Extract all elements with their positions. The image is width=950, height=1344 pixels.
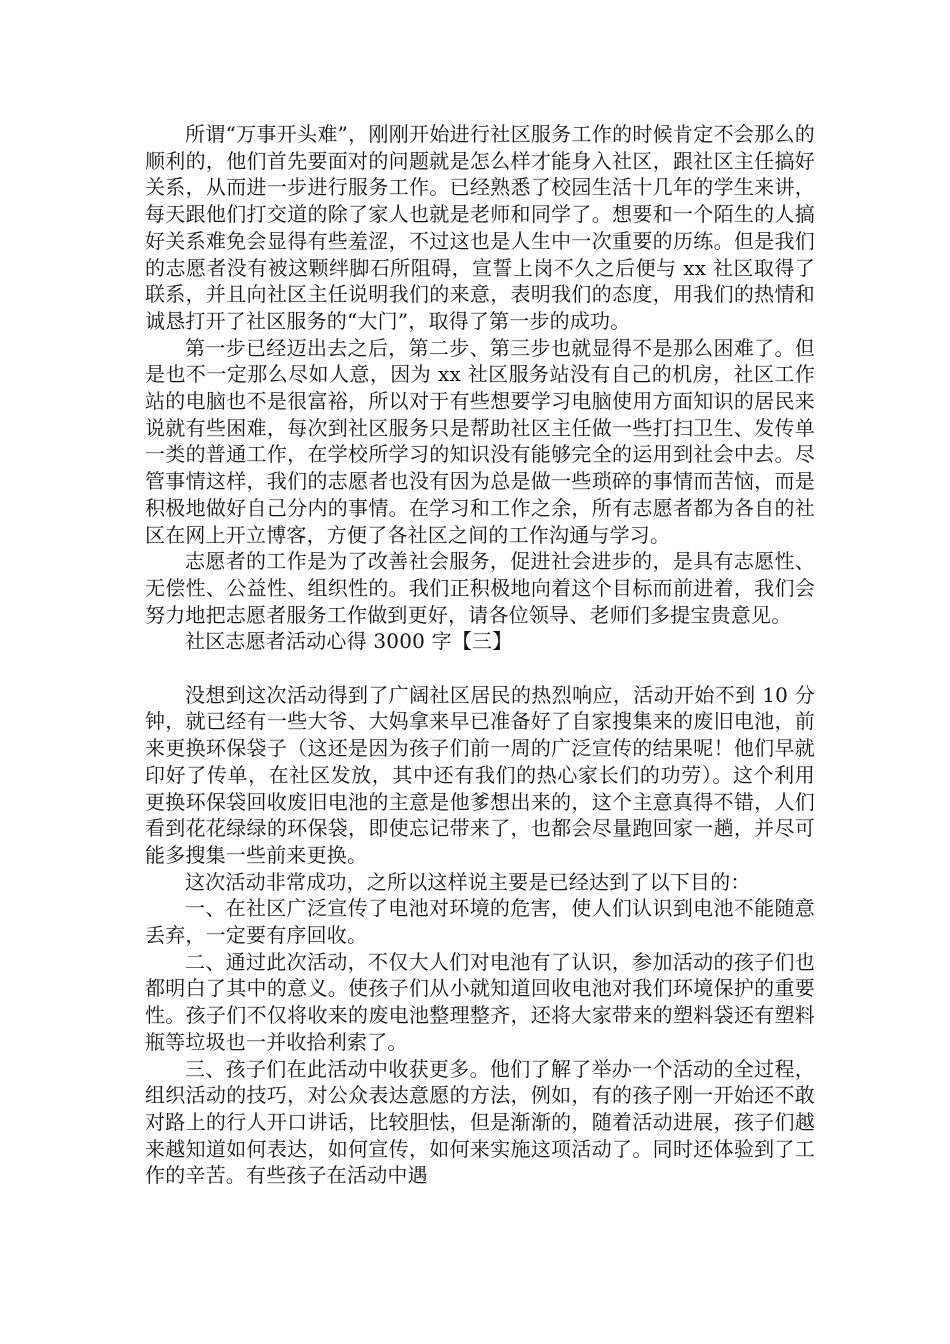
paragraph-second-step: 第一步已经迈出去之后，第二步、第三步也就显得不是那么困难了。但是也不一定那么尽如人意，因为 xx 社区服务站没有自己的机房，社区工作站的电脑也不是很富裕，所以对于有些想要学习电脑使用方面知识的居民来说就有些困难，每次到社区服务只是帮助社区主任做一些打扫卫生、发传单一类的普通工作，在学校所学习的知识没有能够完全的运用到社会中去。尽管事情这样，我们的志愿者也没有因为总是做一些琐碎的事情而苦恼，而是积极地做好自己分内的事情。在学习和工作之余，所有志愿者都为各自的社区在网上开立博客，方便了各社区之间的工作沟通与学习。 [145, 335, 815, 547]
paragraph-volunteer-goal: 志愿者的工作是为了改善社会服务，促进社会进步的，是具有志愿性、无偿性、公益性、组织性的。我们正积极地向着这个目标而前进着，我们会努力地把志愿者服务工作做到更好，请各位领导、老师们多提宝贵意见。 [145, 549, 815, 627]
paragraph-activity-response: 没想到这次活动得到了广阔社区居民的热烈响应，活动开始不到 10 分钟，就已经有一些大爷、大妈拿来早已准备好了自家搜集来的废旧电池，前来更换环保袋子（这还是因为孩子们前一周的广泛宣传的结果呢！他们早就印好了传单，在社区发放，其中还有我们的热心家长们的功劳）。这个利用更换环保袋回收废旧电池的主意是他爹想出来的，这个主意真得不错，人们看到花花绿绿的环保袋，即使忘记带来了，也都会尽量跑回家一趟，并尽可能多搜集一些前来更换。 [145, 682, 815, 867]
section-subtitle: 社区志愿者活动心得 3000 字【三】 [185, 629, 513, 654]
paragraph-start-difficulty: 所谓“万事开头难”，刚刚开始进行社区服务工作的时候肯定不会那么的顺利的，他们首先要面对的问题就是怎么样才能身入社区，跟社区主任搞好关系，从而进一步进行服务工作。已经熟悉了校园生活十几年的学生来讲，每天跟他们打交道的除了家人也就是老师和同学了。想要和一个陌生的人搞好关系难免会显得有些羞涩，不过这也是人生中一次重要的历练。但是我们的志愿者没有被这颗绊脚石所阻碍，宣誓上岗不久之后便与 xx 社区取得了联系，并且向社区主任说明我们的来意，表明我们的态度，用我们的热情和诚恳打开了社区服务的“大门”，取得了第一步的成功。 [145, 122, 815, 333]
paragraph-point-one: 一、在社区广泛宣传了电池对环境的危害，使人们认识到电池不能随意丢弃，一定要有序回收。 [145, 896, 815, 948]
paragraph-point-two: 二、通过此次活动，不仅大人们对电池有了认识，参加活动的孩子们也都明白了其中的意义。使孩子们从小就知道回收电池对我们环境保护的重要性。孩子们不仅将收来的废电池整理整齐，还将大家带来的塑料袋还有塑料瓶等垃圾也一并收拾利索了。 [145, 949, 815, 1054]
document-body [145, 121, 815, 1189]
paragraph-success: 这次活动非常成功，之所以这样说主要是已经达到了以下目的： [185, 869, 751, 894]
blank-line [145, 655, 815, 682]
paragraph-point-three: 三、孩子们在此活动中收获更多。他们了解了举办一个活动的全过程，组织活动的技巧，对公众表达意愿的方法，例如，有的孩子刚一开始还不敢对路上的行人开口讲话，比较胆怯，但是渐渐的，随着活动进展，孩子们越来越知道如何表达，如何宣传，如何来实施这项活动了。同时还体验到了工作的辛苦。有些孩子在活动中遇 [145, 1056, 815, 1188]
